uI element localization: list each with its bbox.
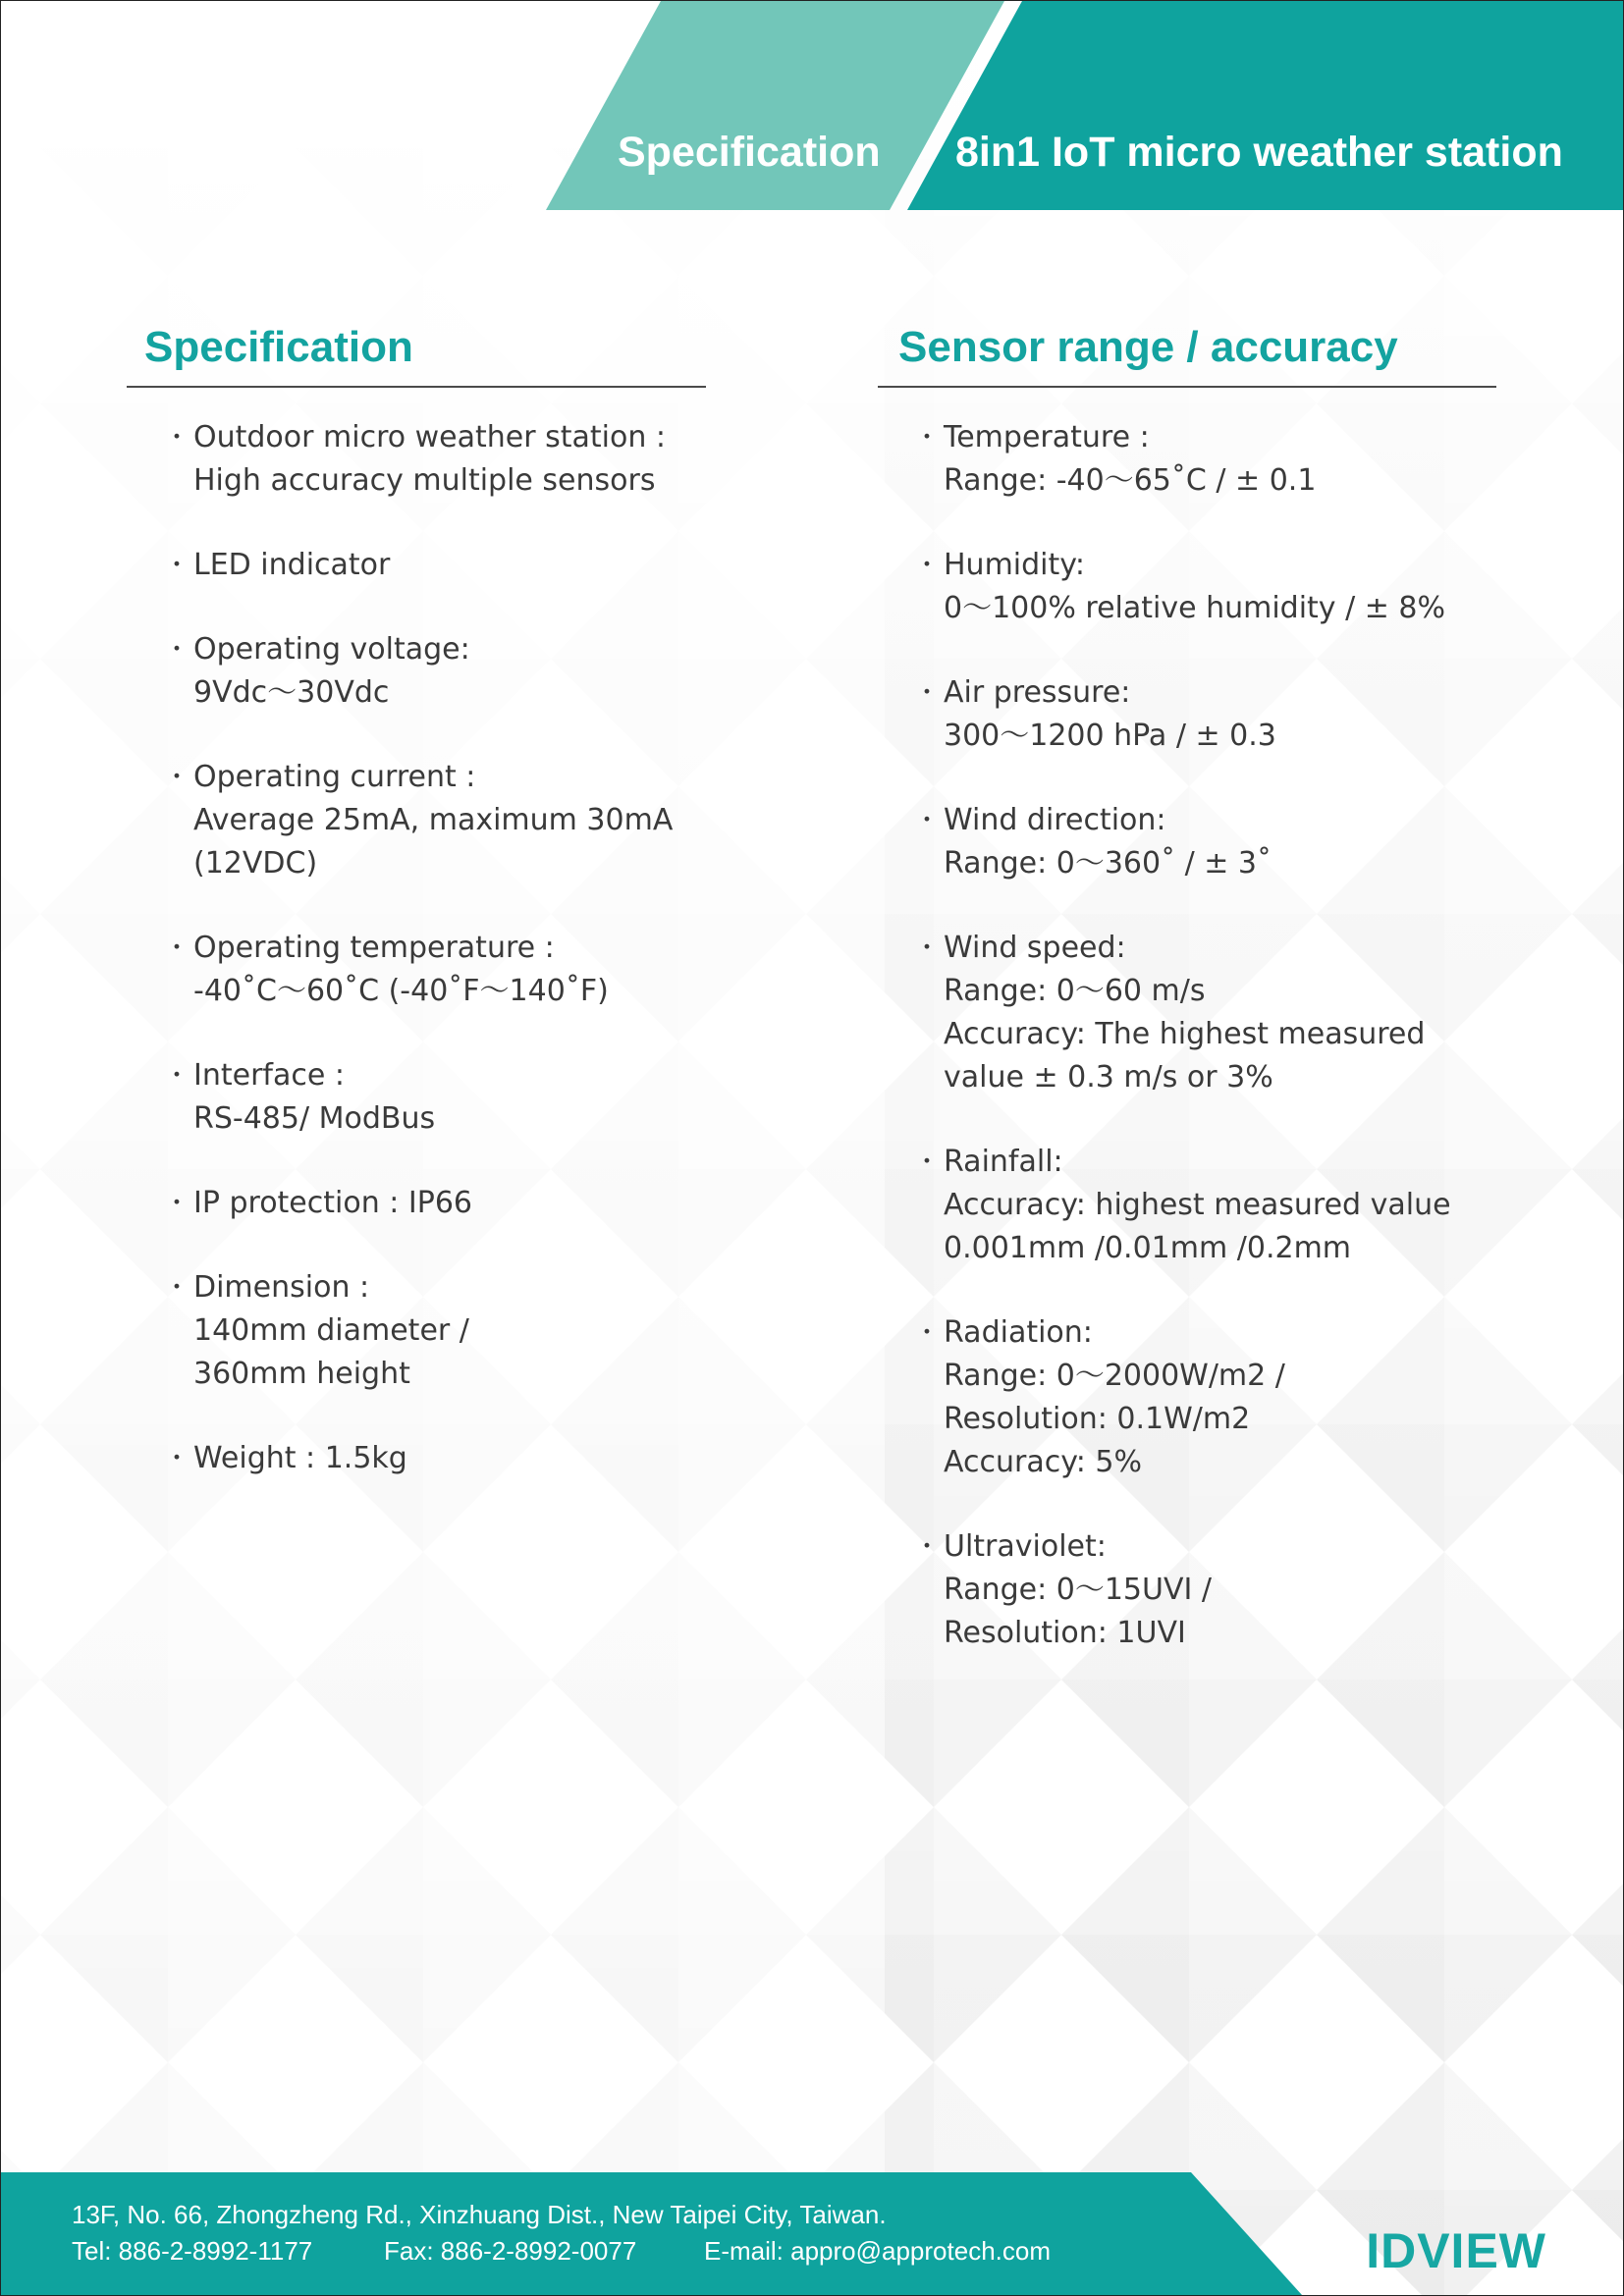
list-item-line: 0.001mm /0.01mm /0.2mm — [944, 1231, 1352, 1265]
list-item-line: -40˚C～60˚C (-40˚F～140˚F) — [193, 974, 609, 1008]
bullet-icon: ・ — [164, 1444, 190, 1473]
list-item-line: Interface : — [193, 1058, 345, 1093]
list-item — [914, 544, 1451, 630]
bullet-icon: ・ — [164, 1061, 190, 1091]
list-item-line: Rainfall: — [944, 1145, 1063, 1179]
list-item — [914, 799, 1451, 885]
bullet-icon: ・ — [164, 423, 190, 453]
list-item — [164, 416, 673, 503]
list-item — [164, 628, 673, 715]
list-item — [914, 927, 1451, 1099]
list-item-line: Ultraviolet: — [944, 1529, 1107, 1564]
list-item-line: IP protection : IP66 — [193, 1186, 473, 1220]
list-item — [164, 1054, 673, 1141]
specification-list — [164, 416, 674, 1522]
list-item-line: Resolution: 0.1W/m2 — [944, 1402, 1251, 1436]
list-item-line: Operating temperature : — [193, 931, 555, 965]
header-title-shape — [907, 1, 1623, 210]
list-item-line: Dimension : — [193, 1270, 370, 1305]
list-item — [914, 1525, 1451, 1655]
list-item-line: Radiation: — [944, 1315, 1093, 1350]
list-item — [914, 416, 1451, 503]
list-item-line: 300～1200 hPa / ± 0.3 — [944, 719, 1276, 753]
list-item-line: Range: 0～2000W/m2 / — [944, 1359, 1285, 1393]
list-item-line: Humidity: — [944, 548, 1085, 582]
list-item-line: Accuracy: highest measured value — [944, 1188, 1451, 1222]
list-item-line: Weight : 1.5kg — [193, 1441, 407, 1475]
list-item-line: Range: -40～65˚C / ± 0.1 — [944, 463, 1317, 498]
bullet-icon: ・ — [914, 678, 941, 708]
bullet-icon: ・ — [164, 934, 190, 963]
list-item-line: High accuracy multiple sensors — [193, 463, 656, 498]
left-section-divider — [127, 386, 706, 388]
list-item-line: Range: 0～60 m/s — [944, 974, 1206, 1008]
list-item — [164, 544, 673, 587]
list-item-line: Operating current : — [193, 760, 476, 794]
list-item-line: Average 25mA, maximum 30mA — [193, 803, 674, 837]
footer-tel: Tel: 886-2-8992-1177 — [72, 2236, 313, 2266]
right-section-divider — [878, 386, 1496, 388]
list-item-line: LED indicator — [193, 548, 391, 582]
list-item-line: RS-485/ ModBus — [193, 1101, 436, 1136]
footer-address: 13F, No. 66, Zhongzheng Rd., Xinzhuang Dist., New Taipei City, Taiwan. — [72, 2200, 887, 2229]
header-banner — [1, 1, 1623, 212]
bullet-icon: ・ — [914, 806, 941, 835]
list-item — [164, 1266, 673, 1396]
list-item-line: 140mm diameter / — [193, 1313, 469, 1348]
list-item-line: Accuracy: 5% — [944, 1445, 1143, 1479]
footer-fax: Fax: 886-2-8992-0077 — [384, 2236, 637, 2266]
list-item-line: Resolution: 1UVI — [944, 1616, 1186, 1650]
list-item-line: Range: 0～15UVI / — [944, 1573, 1212, 1607]
list-item-line: Wind direction: — [944, 803, 1166, 837]
list-item — [914, 1311, 1451, 1484]
bullet-icon: ・ — [914, 423, 941, 453]
bullet-icon: ・ — [914, 934, 941, 963]
bullet-icon: ・ — [914, 551, 941, 580]
bullet-icon: ・ — [914, 1318, 941, 1348]
bullet-icon: ・ — [164, 1189, 190, 1218]
bullet-icon: ・ — [914, 1148, 941, 1177]
sensor-range-list — [914, 416, 1451, 1696]
list-item — [914, 1141, 1451, 1270]
bullet-icon: ・ — [914, 1532, 941, 1562]
list-item-line: Operating voltage: — [193, 632, 470, 667]
list-item — [164, 756, 674, 885]
footer-email: E-mail: appro@approtech.com — [704, 2236, 1051, 2266]
header-tag-label: Specification — [618, 129, 881, 176]
list-item-line: 9Vdc～30Vdc — [193, 675, 390, 710]
bullet-icon: ・ — [164, 635, 190, 665]
bullet-icon: ・ — [164, 763, 190, 792]
list-item-line: 360mm height — [193, 1357, 410, 1391]
list-item-line: value ± 0.3 m/s or 3% — [944, 1060, 1273, 1095]
idview-logo: IDVIEW — [1366, 2223, 1546, 2278]
bullet-icon: ・ — [164, 551, 190, 580]
list-item-line: Outdoor micro weather station : — [193, 420, 666, 454]
left-section-title: Specification — [144, 323, 413, 371]
bullet-icon: ・ — [164, 1273, 190, 1303]
header-product-title: 8in1 IoT micro weather station — [955, 129, 1563, 176]
list-item — [164, 927, 673, 1013]
right-section-title: Sensor range / accuracy — [898, 323, 1398, 371]
list-item — [164, 1437, 673, 1480]
list-item-line: Wind speed: — [944, 931, 1126, 965]
list-item-line: (12VDC) — [193, 846, 318, 881]
list-item — [164, 1182, 673, 1225]
list-item-line: 0～100% relative humidity / ± 8% — [944, 591, 1446, 625]
list-item-line: Accuracy: The highest measured — [944, 1017, 1426, 1051]
list-item-line: Temperature : — [944, 420, 1150, 454]
list-item-line: Range: 0～360˚ / ± 3˚ — [944, 846, 1272, 881]
list-item-line: Air pressure: — [944, 675, 1131, 710]
list-item — [914, 671, 1451, 758]
